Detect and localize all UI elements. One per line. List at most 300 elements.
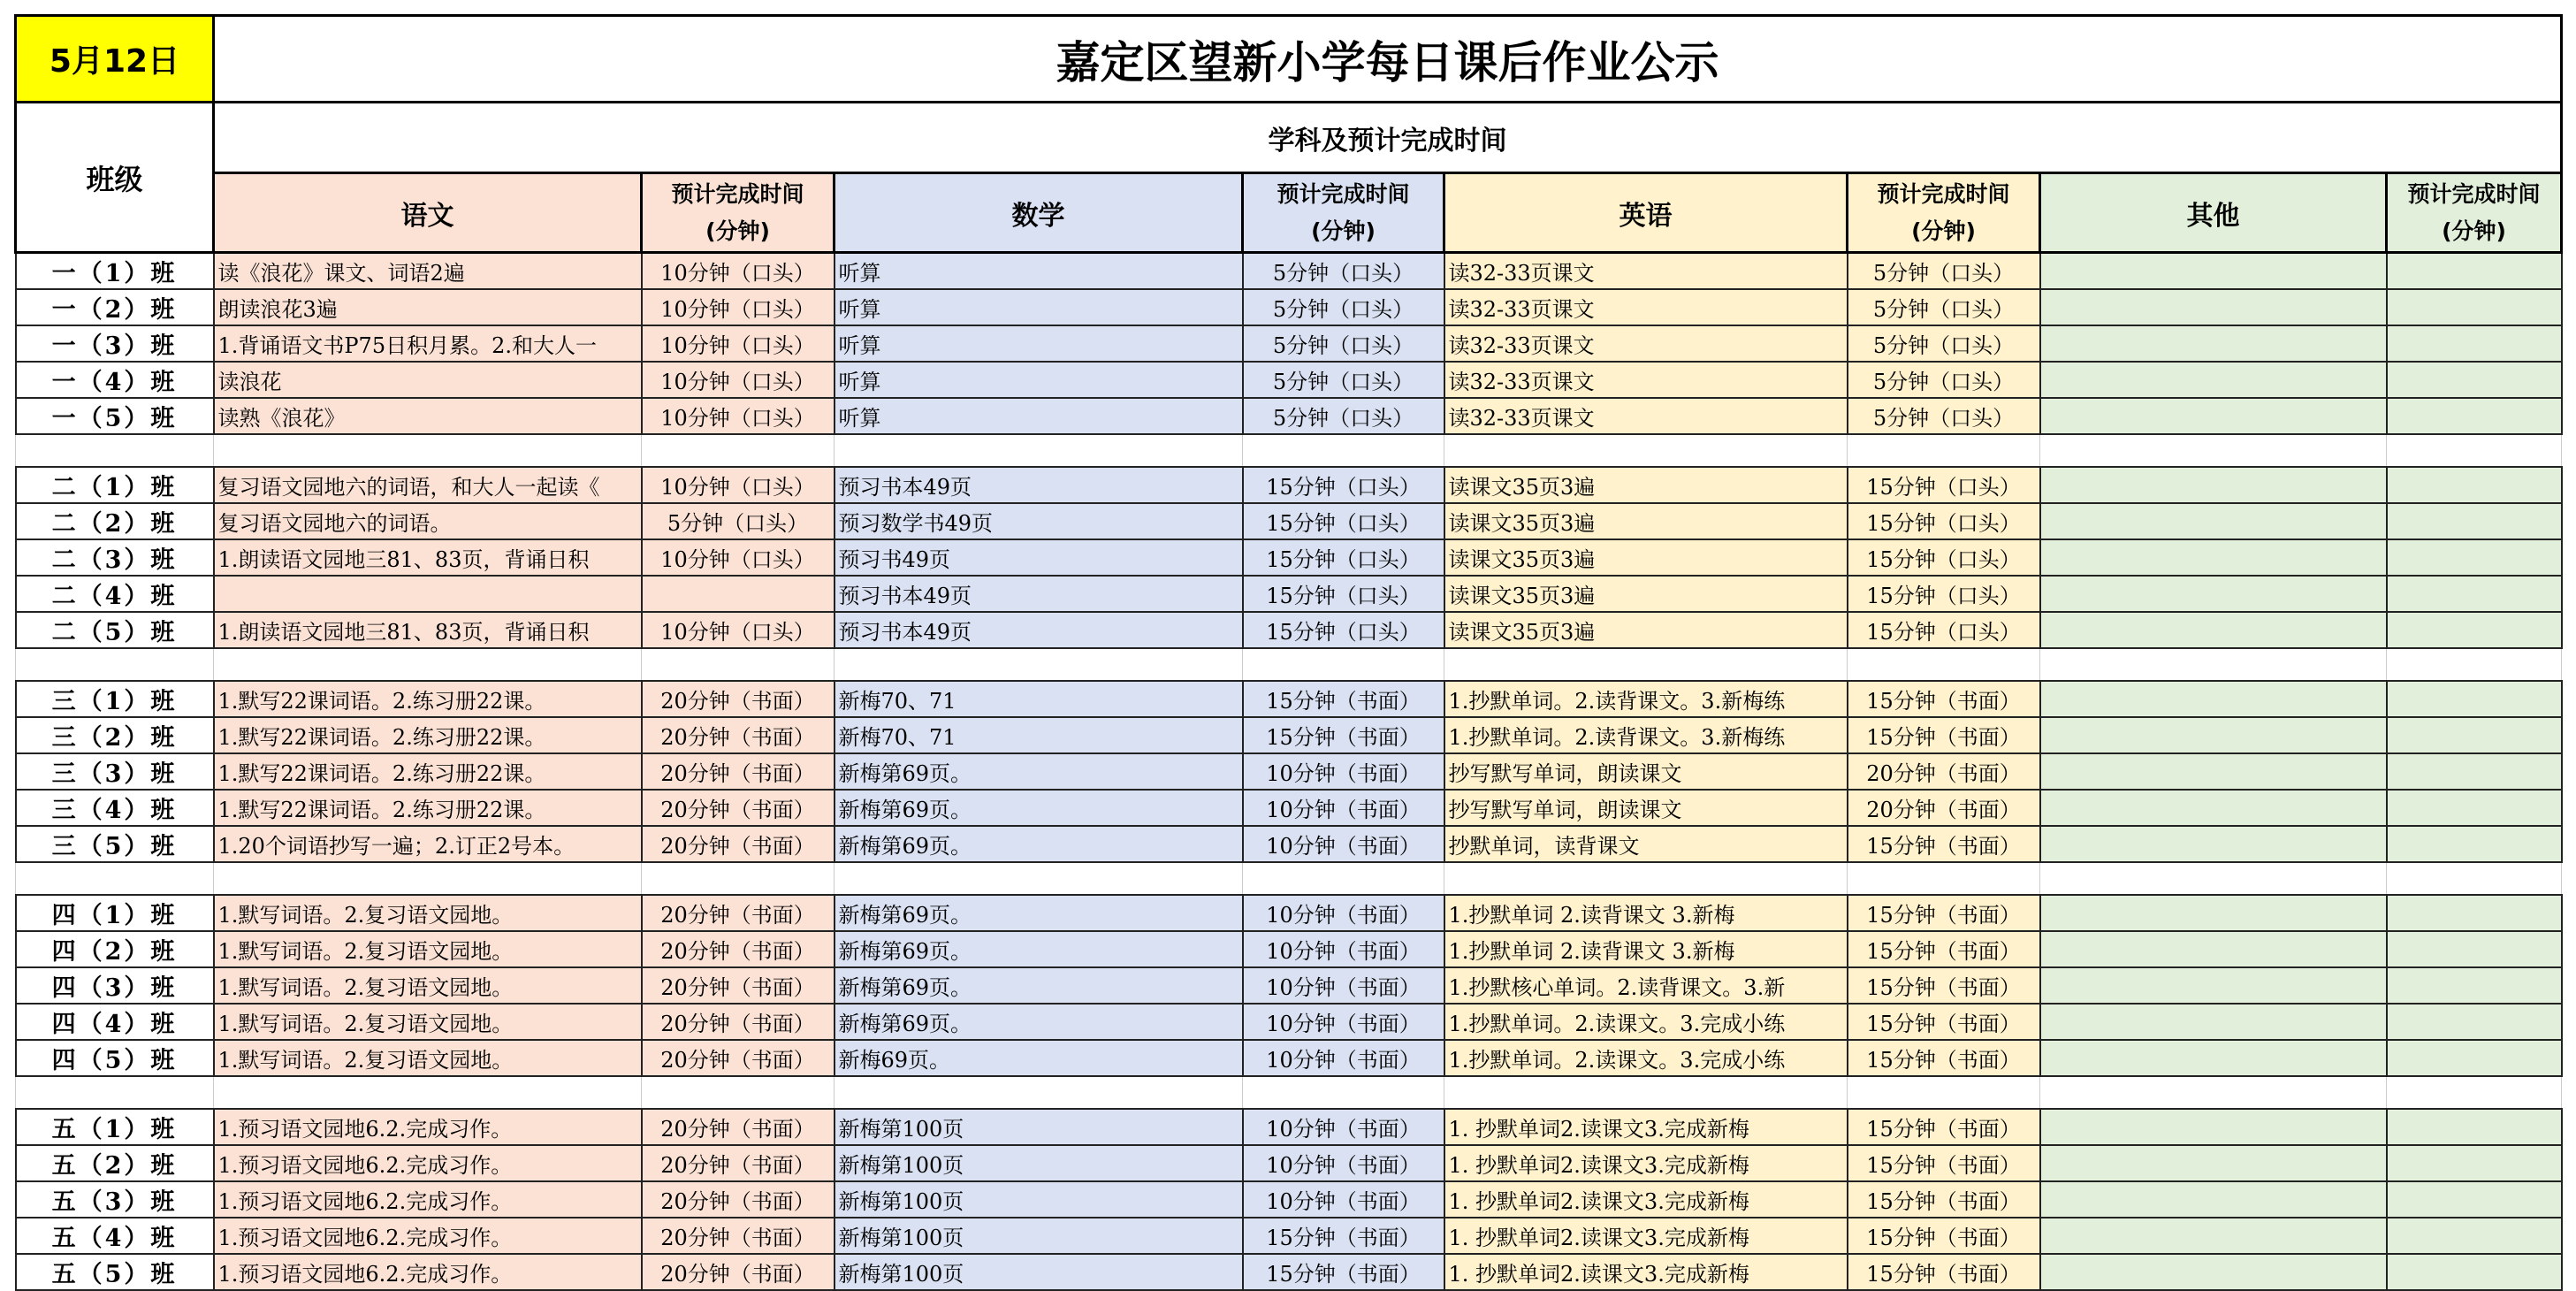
other-time-cell[interactable] xyxy=(2387,612,2562,648)
chinese-time-cell[interactable]: 20分钟（书面） xyxy=(642,1254,835,1290)
page-title: 嘉定区望新小学每日课后作业公示 xyxy=(214,16,2562,103)
class-cell[interactable]: 二（4）班 xyxy=(16,576,214,612)
table-row xyxy=(16,289,2562,325)
chinese-task-cell[interactable] xyxy=(214,576,642,612)
math-time-header xyxy=(1243,173,1444,253)
chinese-time-cell[interactable]: 10分钟（口头） xyxy=(642,398,835,434)
chinese-time-cell[interactable]: 20分钟（书面） xyxy=(642,1218,835,1254)
separator-cell xyxy=(1243,434,1444,467)
chinese-task-cell[interactable]: 1.默写词语。2.复习语文园地。 xyxy=(214,895,642,931)
separator-cell xyxy=(1848,434,2040,467)
chinese-task-cell[interactable]: 1.默写词语。2.复习语文园地。 xyxy=(214,1004,642,1040)
other-task-cell[interactable] xyxy=(2040,1254,2387,1290)
class-cell[interactable]: 二（5）班 xyxy=(16,612,214,648)
class-cell[interactable]: 五（2）班 xyxy=(16,1145,214,1181)
chinese-time-cell[interactable]: 10分钟（口头） xyxy=(642,289,835,325)
chinese-task-cell[interactable]: 读熟《浪花》 xyxy=(214,398,642,434)
homework-table xyxy=(14,14,2563,1291)
table-row xyxy=(16,576,2562,612)
other-task-cell[interactable] xyxy=(2040,895,2387,931)
math-task-cell[interactable]: 新梅第69页。 xyxy=(835,931,1243,967)
table-row xyxy=(16,681,2562,717)
separator-cell xyxy=(642,862,835,895)
chinese-time-cell[interactable]: 20分钟（书面） xyxy=(642,895,835,931)
chinese-time-cell[interactable]: 10分钟（口头） xyxy=(642,325,835,362)
english-time-cell[interactable]: 15分钟（书面） xyxy=(1848,826,2040,862)
table-row xyxy=(16,1109,2562,1145)
chinese-time-cell[interactable]: 10分钟（口头） xyxy=(642,539,835,576)
english-task-cell[interactable]: 读课文35页3遍 xyxy=(1444,612,1848,648)
math-time-cell[interactable]: 10分钟（书面） xyxy=(1243,1040,1444,1076)
math-time-cell[interactable]: 10分钟（书面） xyxy=(1243,967,1444,1004)
math-time-cell[interactable]: 15分钟（书面） xyxy=(1243,1218,1444,1254)
chinese-task-cell[interactable]: 1.默写22课词语。2.练习册22课。 xyxy=(214,681,642,717)
other-time-cell[interactable] xyxy=(2387,325,2562,362)
table-row xyxy=(16,1254,2562,1290)
english-time-cell[interactable]: 15分钟（书面） xyxy=(1848,1109,2040,1145)
other-time-cell[interactable] xyxy=(2387,895,2562,931)
separator-cell xyxy=(1444,862,1848,895)
time-header-line2: (分钟) xyxy=(2442,218,2506,244)
math-time-cell[interactable]: 15分钟（书面） xyxy=(1243,681,1444,717)
other-task-cell[interactable] xyxy=(2040,967,2387,1004)
english-time-cell[interactable]: 15分钟（书面） xyxy=(1848,717,2040,753)
english-time-cell[interactable]: 5分钟（口头） xyxy=(1848,362,2040,398)
class-cell[interactable]: 五（5）班 xyxy=(16,1254,214,1290)
separator-cell xyxy=(214,862,642,895)
table-row xyxy=(16,1181,2562,1218)
english-task-cell[interactable]: 抄默单词，读背课文 xyxy=(1444,826,1848,862)
class-cell[interactable]: 二（3）班 xyxy=(16,539,214,576)
other-time-cell[interactable] xyxy=(2387,931,2562,967)
class-cell[interactable]: 五（4）班 xyxy=(16,1218,214,1254)
math-task-cell[interactable]: 新梅第100页 xyxy=(835,1109,1243,1145)
time-header-line2: (分钟) xyxy=(1311,218,1376,244)
math-time-cell[interactable]: 5分钟（口头） xyxy=(1243,289,1444,325)
chinese-task-cell[interactable]: 1.默写词语。2.复习语文园地。 xyxy=(214,1040,642,1076)
english-time-cell[interactable]: 5分钟（口头） xyxy=(1848,325,2040,362)
math-task-cell[interactable]: 新梅70、71 xyxy=(835,717,1243,753)
table-row xyxy=(16,503,2562,539)
math-time-cell[interactable]: 10分钟（书面） xyxy=(1243,1109,1444,1145)
other-task-cell[interactable] xyxy=(2040,717,2387,753)
class-cell[interactable]: 二（2）班 xyxy=(16,503,214,539)
english-task-cell[interactable]: 读32-33页课文 xyxy=(1444,362,1848,398)
math-time-cell[interactable]: 5分钟（口头） xyxy=(1243,253,1444,290)
class-cell[interactable]: 三（1）班 xyxy=(16,681,214,717)
chinese-time-cell[interactable]: 20分钟（书面） xyxy=(642,1004,835,1040)
table-row xyxy=(16,1004,2562,1040)
other-task-cell[interactable] xyxy=(2040,1040,2387,1076)
class-cell[interactable]: 四（4）班 xyxy=(16,1004,214,1040)
class-cell[interactable]: 五（1）班 xyxy=(16,1109,214,1145)
other-time-cell[interactable] xyxy=(2387,1181,2562,1218)
chinese-time-header xyxy=(642,173,835,253)
math-task-cell[interactable]: 听算 xyxy=(835,362,1243,398)
english-time-header xyxy=(1848,173,2040,253)
math-time-cell[interactable]: 15分钟（口头） xyxy=(1243,612,1444,648)
other-task-cell[interactable] xyxy=(2040,398,2387,434)
math-task-cell[interactable]: 新梅第69页。 xyxy=(835,1004,1243,1040)
other-task-cell[interactable] xyxy=(2040,612,2387,648)
table-row xyxy=(16,1218,2562,1254)
time-header-line1: 预计完成时间 xyxy=(1877,180,2010,207)
math-task-cell[interactable]: 听算 xyxy=(835,253,1243,290)
chinese-task-cell[interactable]: 1.20个词语抄写一遍；2.订正2号本。 xyxy=(214,826,642,862)
math-task-cell[interactable]: 听算 xyxy=(835,398,1243,434)
chinese-time-cell[interactable]: 5分钟（口头） xyxy=(642,503,835,539)
other-task-cell[interactable] xyxy=(2040,503,2387,539)
english-task-cell[interactable]: 1. 抄默单词2.读课文3.完成新梅 xyxy=(1444,1145,1848,1181)
chinese-task-cell[interactable]: 1.默写22课词语。2.练习册22课。 xyxy=(214,790,642,826)
chinese-time-cell[interactable]: 20分钟（书面） xyxy=(642,826,835,862)
table-row xyxy=(16,1040,2562,1076)
other-task-cell[interactable] xyxy=(2040,826,2387,862)
english-time-cell[interactable]: 20分钟（书面） xyxy=(1848,753,2040,790)
english-task-cell[interactable]: 1.抄默单词 2.读背课文 3.新梅 xyxy=(1444,895,1848,931)
math-time-cell[interactable]: 10分钟（书面） xyxy=(1243,1004,1444,1040)
english-task-cell[interactable]: 读课文35页3遍 xyxy=(1444,503,1848,539)
math-task-cell[interactable]: 预习书49页 xyxy=(835,539,1243,576)
separator-cell xyxy=(2387,648,2562,681)
separator-cell xyxy=(1243,1076,1444,1109)
other-task-cell[interactable] xyxy=(2040,289,2387,325)
math-task-cell[interactable]: 新梅第100页 xyxy=(835,1145,1243,1181)
math-time-cell[interactable]: 10分钟（书面） xyxy=(1243,895,1444,931)
other-task-cell[interactable] xyxy=(2040,790,2387,826)
separator-cell xyxy=(1848,862,2040,895)
other-time-cell[interactable] xyxy=(2387,576,2562,612)
english-time-cell[interactable]: 15分钟（书面） xyxy=(1848,1040,2040,1076)
math-task-cell[interactable]: 新梅69页。 xyxy=(835,1040,1243,1076)
english-time-cell[interactable]: 15分钟（口头） xyxy=(1848,612,2040,648)
english-task-cell[interactable]: 1. 抄默单词2.读课文3.完成新梅 xyxy=(1444,1109,1848,1145)
other-task-cell[interactable] xyxy=(2040,1218,2387,1254)
english-header: 英语 xyxy=(1444,173,1848,253)
math-time-cell[interactable]: 5分钟（口头） xyxy=(1243,398,1444,434)
table-row xyxy=(16,826,2562,862)
math-time-cell[interactable]: 5分钟（口头） xyxy=(1243,325,1444,362)
other-task-cell[interactable] xyxy=(2040,681,2387,717)
math-task-cell[interactable]: 新梅第100页 xyxy=(835,1254,1243,1290)
math-task-cell[interactable]: 预习数学书49页 xyxy=(835,503,1243,539)
english-task-cell[interactable]: 1.抄默单词。2.读课文。3.完成小练 xyxy=(1444,1004,1848,1040)
chinese-task-cell[interactable]: 1.预习语文园地6.2.完成习作。 xyxy=(214,1254,642,1290)
math-time-cell[interactable]: 10分钟（书面） xyxy=(1243,753,1444,790)
english-time-cell[interactable]: 15分钟（书面） xyxy=(1848,1145,2040,1181)
english-time-cell[interactable]: 15分钟（书面） xyxy=(1848,1181,2040,1218)
other-task-cell[interactable] xyxy=(2040,362,2387,398)
separator-cell xyxy=(2040,1076,2387,1109)
class-cell[interactable]: 一（3）班 xyxy=(16,325,214,362)
class-cell[interactable]: 一（5）班 xyxy=(16,398,214,434)
math-task-cell[interactable]: 新梅第69页。 xyxy=(835,753,1243,790)
other-time-header xyxy=(2387,173,2562,253)
math-task-cell[interactable]: 新梅第100页 xyxy=(835,1218,1243,1254)
other-task-cell[interactable] xyxy=(2040,931,2387,967)
math-time-cell[interactable]: 15分钟（口头） xyxy=(1243,576,1444,612)
table-row xyxy=(16,895,2562,931)
english-task-cell[interactable]: 读32-33页课文 xyxy=(1444,398,1848,434)
chinese-task-cell[interactable]: 1.预习语文园地6.2.完成习作。 xyxy=(214,1109,642,1145)
other-task-cell[interactable] xyxy=(2040,467,2387,503)
english-time-cell[interactable]: 15分钟（书面） xyxy=(1848,681,2040,717)
math-task-cell[interactable]: 新梅第69页。 xyxy=(835,895,1243,931)
chinese-task-cell[interactable]: 1.默写22课词语。2.练习册22课。 xyxy=(214,753,642,790)
chinese-time-cell[interactable]: 20分钟（书面） xyxy=(642,790,835,826)
other-time-cell[interactable] xyxy=(2387,503,2562,539)
chinese-time-cell[interactable] xyxy=(642,576,835,612)
separator-cell xyxy=(642,648,835,681)
chinese-header: 语文 xyxy=(214,173,642,253)
separator-cell xyxy=(16,648,214,681)
table-row xyxy=(16,753,2562,790)
other-time-cell[interactable] xyxy=(2387,1218,2562,1254)
class-cell[interactable]: 五（3）班 xyxy=(16,1181,214,1218)
chinese-time-cell[interactable]: 20分钟（书面） xyxy=(642,931,835,967)
other-task-cell[interactable] xyxy=(2040,253,2387,290)
other-time-cell[interactable] xyxy=(2387,362,2562,398)
english-time-cell[interactable]: 15分钟（口头） xyxy=(1848,539,2040,576)
other-time-cell[interactable] xyxy=(2387,253,2562,290)
english-task-cell[interactable]: 1.抄默核心单词。2.读背课文。3.新 xyxy=(1444,967,1848,1004)
english-task-cell[interactable]: 1. 抄默单词2.读课文3.完成新梅 xyxy=(1444,1254,1848,1290)
class-cell[interactable]: 一（1）班 xyxy=(16,253,214,290)
chinese-time-cell[interactable]: 10分钟（口头） xyxy=(642,362,835,398)
other-task-cell[interactable] xyxy=(2040,1181,2387,1218)
english-task-cell[interactable]: 1.抄默单词。2.读背课文。3.新梅练 xyxy=(1444,681,1848,717)
other-time-cell[interactable] xyxy=(2387,753,2562,790)
other-task-cell[interactable] xyxy=(2040,325,2387,362)
time-header-line1: 预计完成时间 xyxy=(671,180,804,207)
separator-cell xyxy=(2387,1076,2562,1109)
math-task-cell[interactable]: 听算 xyxy=(835,325,1243,362)
separator-cell xyxy=(16,434,214,467)
table-row xyxy=(16,539,2562,576)
table-row xyxy=(16,398,2562,434)
english-time-cell[interactable]: 20分钟（书面） xyxy=(1848,790,2040,826)
separator-cell xyxy=(1444,1076,1848,1109)
time-header-line1: 预计完成时间 xyxy=(1277,180,1410,207)
other-time-cell[interactable] xyxy=(2387,1109,2562,1145)
separator-cell xyxy=(2040,434,2387,467)
other-time-cell[interactable] xyxy=(2387,967,2562,1004)
separator-cell xyxy=(1243,862,1444,895)
english-task-cell[interactable]: 读32-33页课文 xyxy=(1444,253,1848,290)
separator-cell xyxy=(1848,1076,2040,1109)
class-cell[interactable]: 三（3）班 xyxy=(16,753,214,790)
math-task-cell[interactable]: 预习书本49页 xyxy=(835,467,1243,503)
chinese-task-cell[interactable]: 1.默写词语。2.复习语文园地。 xyxy=(214,931,642,967)
class-cell[interactable]: 三（5）班 xyxy=(16,826,214,862)
english-time-cell[interactable]: 5分钟（口头） xyxy=(1848,289,2040,325)
class-cell[interactable]: 一（4）班 xyxy=(16,362,214,398)
other-header: 其他 xyxy=(2040,173,2387,253)
english-task-cell[interactable]: 1.抄默单词 2.读背课文 3.新梅 xyxy=(1444,931,1848,967)
english-time-cell[interactable]: 5分钟（口头） xyxy=(1848,398,2040,434)
table-row xyxy=(16,325,2562,362)
english-task-cell[interactable]: 读课文35页3遍 xyxy=(1444,467,1848,503)
math-task-cell[interactable]: 新梅第69页。 xyxy=(835,826,1243,862)
other-time-cell[interactable] xyxy=(2387,398,2562,434)
chinese-task-cell[interactable]: 1.默写词语。2.复习语文园地。 xyxy=(214,967,642,1004)
time-header-line2: (分钟) xyxy=(1911,218,1976,244)
other-time-cell[interactable] xyxy=(2387,790,2562,826)
grade-separator-row xyxy=(16,862,2562,895)
other-task-cell[interactable] xyxy=(2040,1145,2387,1181)
math-time-cell[interactable]: 10分钟（书面） xyxy=(1243,931,1444,967)
other-time-cell[interactable] xyxy=(2387,1004,2562,1040)
english-time-cell[interactable]: 15分钟（书面） xyxy=(1848,931,2040,967)
english-task-cell[interactable]: 1.抄默单词。2.读课文。3.完成小练 xyxy=(1444,1040,1848,1076)
class-cell[interactable]: 一（2）班 xyxy=(16,289,214,325)
separator-cell xyxy=(835,1076,1243,1109)
other-time-cell[interactable] xyxy=(2387,539,2562,576)
grade-separator-row xyxy=(16,1076,2562,1109)
grade-separator-row xyxy=(16,434,2562,467)
english-task-cell[interactable]: 读课文35页3遍 xyxy=(1444,539,1848,576)
class-cell[interactable]: 四（5）班 xyxy=(16,1040,214,1076)
chinese-task-cell[interactable]: 1.预习语文园地6.2.完成习作。 xyxy=(214,1145,642,1181)
math-time-cell[interactable]: 10分钟（书面） xyxy=(1243,826,1444,862)
separator-cell xyxy=(835,434,1243,467)
chinese-time-cell[interactable]: 20分钟（书面） xyxy=(642,1145,835,1181)
table-row xyxy=(16,362,2562,398)
math-time-cell[interactable]: 15分钟（口头） xyxy=(1243,539,1444,576)
math-task-cell[interactable]: 新梅70、71 xyxy=(835,681,1243,717)
english-time-cell[interactable]: 15分钟（书面） xyxy=(1848,1218,2040,1254)
math-task-cell[interactable]: 预习书本49页 xyxy=(835,576,1243,612)
english-time-cell[interactable]: 5分钟（口头） xyxy=(1848,253,2040,290)
table-row xyxy=(16,931,2562,967)
chinese-time-cell[interactable]: 20分钟（书面） xyxy=(642,967,835,1004)
other-task-cell[interactable] xyxy=(2040,576,2387,612)
separator-cell xyxy=(642,1076,835,1109)
english-task-cell[interactable]: 读课文35页3遍 xyxy=(1444,576,1848,612)
chinese-task-cell[interactable]: 1.朗读语文园地三81、83页，背诵日积 xyxy=(214,539,642,576)
chinese-task-cell[interactable]: 复习语文园地六的词语。 xyxy=(214,503,642,539)
english-time-cell[interactable]: 15分钟（口头） xyxy=(1848,576,2040,612)
math-task-cell[interactable]: 新梅第69页。 xyxy=(835,967,1243,1004)
other-task-cell[interactable] xyxy=(2040,1109,2387,1145)
chinese-time-cell[interactable]: 10分钟（口头） xyxy=(642,612,835,648)
chinese-time-cell[interactable]: 20分钟（书面） xyxy=(642,1181,835,1218)
english-task-cell[interactable]: 1. 抄默单词2.读课文3.完成新梅 xyxy=(1444,1181,1848,1218)
math-time-cell[interactable]: 15分钟（书面） xyxy=(1243,1254,1444,1290)
english-time-cell[interactable]: 15分钟（书面） xyxy=(1848,1004,2040,1040)
math-time-cell[interactable]: 10分钟（书面） xyxy=(1243,1145,1444,1181)
english-time-cell[interactable]: 15分钟（口头） xyxy=(1848,467,2040,503)
table-row xyxy=(16,253,2562,290)
separator-cell xyxy=(16,1076,214,1109)
math-task-cell[interactable]: 新梅第69页。 xyxy=(835,790,1243,826)
english-task-cell[interactable]: 1.抄默单词。2.读背课文。3.新梅练 xyxy=(1444,717,1848,753)
chinese-time-cell[interactable]: 20分钟（书面） xyxy=(642,681,835,717)
table-row xyxy=(16,467,2562,503)
math-task-cell[interactable]: 预习书本49页 xyxy=(835,612,1243,648)
other-time-cell[interactable] xyxy=(2387,1145,2562,1181)
class-cell[interactable]: 三（4）班 xyxy=(16,790,214,826)
math-time-cell[interactable]: 10分钟（书面） xyxy=(1243,1181,1444,1218)
other-time-cell[interactable] xyxy=(2387,289,2562,325)
chinese-time-cell[interactable]: 20分钟（书面） xyxy=(642,717,835,753)
chinese-time-cell[interactable]: 10分钟（口头） xyxy=(642,253,835,290)
date-cell[interactable]: 5月12日 xyxy=(16,16,214,103)
math-time-cell[interactable]: 15分钟（口头） xyxy=(1243,467,1444,503)
english-task-cell[interactable]: 抄写默写单词，朗读课文 xyxy=(1444,753,1848,790)
other-task-cell[interactable] xyxy=(2040,753,2387,790)
chinese-task-cell[interactable]: 1.朗读语文园地三81、83页，背诵日积 xyxy=(214,612,642,648)
chinese-task-cell[interactable]: 1.预习语文园地6.2.完成习作。 xyxy=(214,1218,642,1254)
class-cell[interactable]: 四（3）班 xyxy=(16,967,214,1004)
chinese-time-cell[interactable]: 20分钟（书面） xyxy=(642,1109,835,1145)
english-time-cell[interactable]: 15分钟（口头） xyxy=(1848,503,2040,539)
chinese-time-cell[interactable]: 10分钟（口头） xyxy=(642,467,835,503)
other-time-cell[interactable] xyxy=(2387,681,2562,717)
chinese-task-cell[interactable]: 读《浪花》课文、词语2遍 xyxy=(214,253,642,290)
other-task-cell[interactable] xyxy=(2040,1004,2387,1040)
class-column-header: 班级 xyxy=(16,103,214,253)
separator-cell xyxy=(2040,862,2387,895)
english-task-cell[interactable]: 读32-33页课文 xyxy=(1444,289,1848,325)
chinese-task-cell[interactable]: 朗读浪花3遍 xyxy=(214,289,642,325)
english-time-cell[interactable]: 15分钟（书面） xyxy=(1848,895,2040,931)
separator-cell xyxy=(2387,862,2562,895)
separator-cell xyxy=(1444,648,1848,681)
math-time-cell[interactable]: 15分钟（书面） xyxy=(1243,717,1444,753)
separator-cell xyxy=(642,434,835,467)
other-time-cell[interactable] xyxy=(2387,467,2562,503)
other-time-cell[interactable] xyxy=(2387,826,2562,862)
class-cell[interactable]: 二（1）班 xyxy=(16,467,214,503)
chinese-task-cell[interactable]: 读浪花 xyxy=(214,362,642,398)
chinese-task-cell[interactable]: 1.默写22课词语。2.练习册22课。 xyxy=(214,717,642,753)
table-row xyxy=(16,790,2562,826)
chinese-task-cell[interactable]: 复习语文园地六的词语，和大人一起读《 xyxy=(214,467,642,503)
class-cell[interactable]: 四（2）班 xyxy=(16,931,214,967)
math-task-cell[interactable]: 听算 xyxy=(835,289,1243,325)
separator-cell xyxy=(1243,648,1444,681)
table-row xyxy=(16,612,2562,648)
separator-cell xyxy=(2040,648,2387,681)
english-time-cell[interactable]: 15分钟（书面） xyxy=(1848,967,2040,1004)
english-time-cell[interactable]: 15分钟（书面） xyxy=(1848,1254,2040,1290)
chinese-time-cell[interactable]: 20分钟（书面） xyxy=(642,753,835,790)
english-task-cell[interactable]: 读32-33页课文 xyxy=(1444,325,1848,362)
other-task-cell[interactable] xyxy=(2040,539,2387,576)
class-cell[interactable]: 三（2）班 xyxy=(16,717,214,753)
chinese-task-cell[interactable]: 1.背诵语文书P75日积月累。2.和大人一 xyxy=(214,325,642,362)
math-time-cell[interactable]: 15分钟（口头） xyxy=(1243,503,1444,539)
class-cell[interactable]: 四（1）班 xyxy=(16,895,214,931)
english-task-cell[interactable]: 抄写默写单词，朗读课文 xyxy=(1444,790,1848,826)
math-time-cell[interactable]: 5分钟（口头） xyxy=(1243,362,1444,398)
other-time-cell[interactable] xyxy=(2387,1040,2562,1076)
grade-separator-row xyxy=(16,648,2562,681)
table-row xyxy=(16,1145,2562,1181)
separator-cell xyxy=(214,434,642,467)
separator-cell xyxy=(2387,434,2562,467)
math-task-cell[interactable]: 新梅第100页 xyxy=(835,1181,1243,1218)
other-time-cell[interactable] xyxy=(2387,1254,2562,1290)
chinese-time-cell[interactable]: 20分钟（书面） xyxy=(642,1040,835,1076)
chinese-task-cell[interactable]: 1.预习语文园地6.2.完成习作。 xyxy=(214,1181,642,1218)
table-row xyxy=(16,967,2562,1004)
other-time-cell[interactable] xyxy=(2387,717,2562,753)
math-time-cell[interactable]: 10分钟（书面） xyxy=(1243,790,1444,826)
english-task-cell[interactable]: 1. 抄默单词2.读课文3.完成新梅 xyxy=(1444,1218,1848,1254)
time-header-line2: (分钟) xyxy=(705,218,770,244)
